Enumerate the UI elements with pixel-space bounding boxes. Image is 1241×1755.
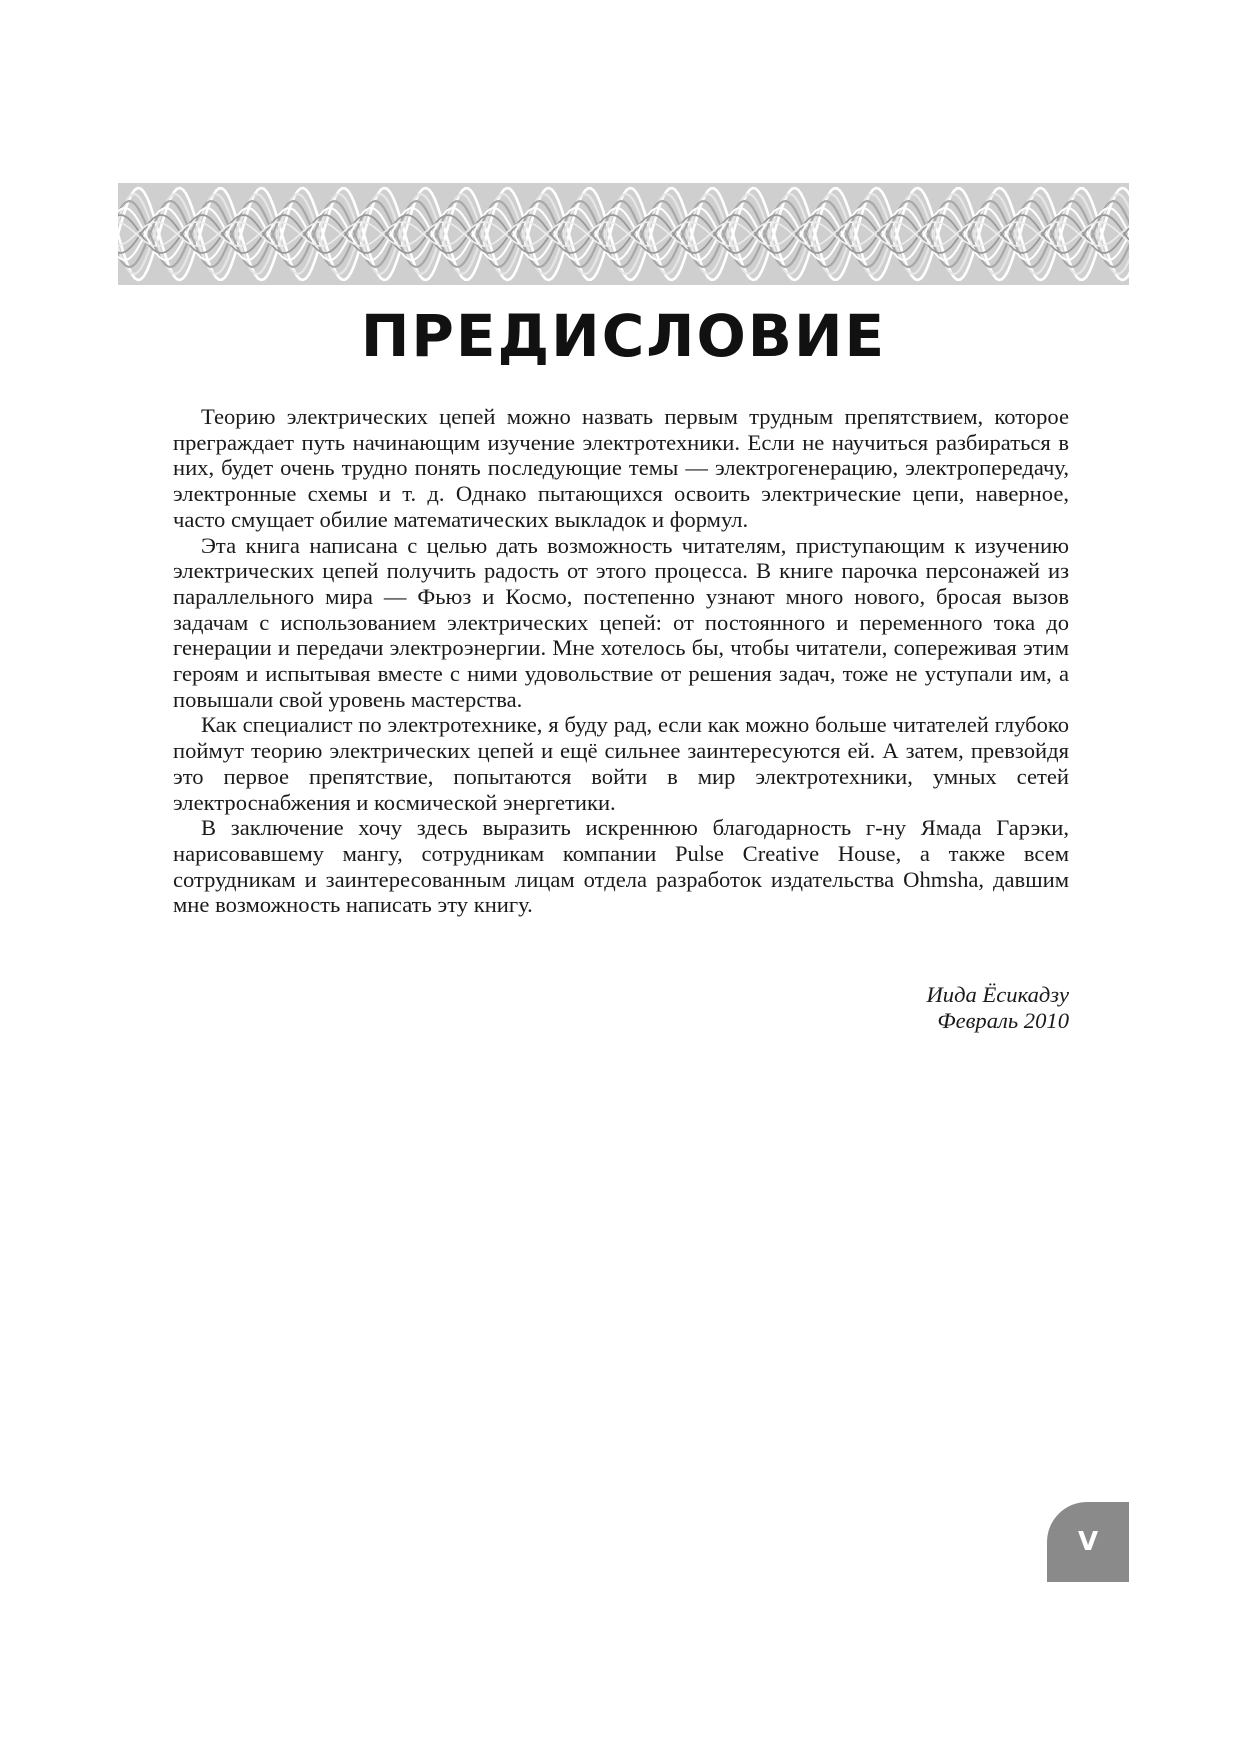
author-name: Иида Ёсикадзу: [926, 982, 1069, 1007]
wave-line: [118, 194, 1129, 274]
paragraph: В заключение хочу здесь выразить искреннюю благодарность г-ну Ямада Гарэки, нарисовавшему мангу, сотрудникам компании Pulse Creative House, а также всем сотрудникам и заинтересованным лицам отдела разработок издательства Ohmsha, давшим мне возможность написать эту книгу.: [173, 815, 1069, 918]
paragraph: Как специалист по электротехнике, я буду рад, если как можно больше читателей глубоко поймут теорию электрических цепей и ещё сильнее заинтересуются ей. А затем, превзойдя это первое препятствие, попытаются войти в мир электротехники, умных сетей электроснабжения и космической энергетики.: [173, 712, 1069, 815]
page-title: ПРЕДИСЛОВИЕ: [360, 302, 887, 370]
wave-line: [118, 194, 1129, 274]
page-number-tab: [1047, 1502, 1129, 1582]
wave-pattern-icon: [118, 183, 1129, 285]
paragraph: Теорию электрических цепей можно назвать первым трудным препятствием, которое преграждает путь начинающим изучение электротехники. Если не научиться разбираться в них, будет очень трудно понять последующие темы — электрогенерацию, электропередачу, электронные схемы и т. д. Однако пытающихся освоить электрические цепи, наверное, часто смущает обилие математических выкладок и формул.: [173, 404, 1069, 532]
page-number: V: [1077, 1527, 1099, 1557]
paragraph: Эта книга написана с целью дать возможность читателям, приступающим к изучению электрических цепей получить радость от этого процесса. В книге парочка персонажей из параллельного мира — Фьюз и Космо, постепенно узнают много нового, бросая вызов задачам с использованием электрических цепей: от постоянного и переменного тока до генерации и передачи электроэнергии. Мне хотелось бы, чтобы читатели, сопереживая этим героям и испытывая вместе с ними удовольствие от решения задач, тоже не уступали им, а повышали свой уровень мастерства.: [173, 532, 1069, 712]
preface-body: [173, 404, 1069, 918]
signature-block: [926, 982, 1069, 1034]
decorative-wave-banner: [118, 183, 1129, 285]
signature-date: Февраль 2010: [937, 1008, 1069, 1033]
